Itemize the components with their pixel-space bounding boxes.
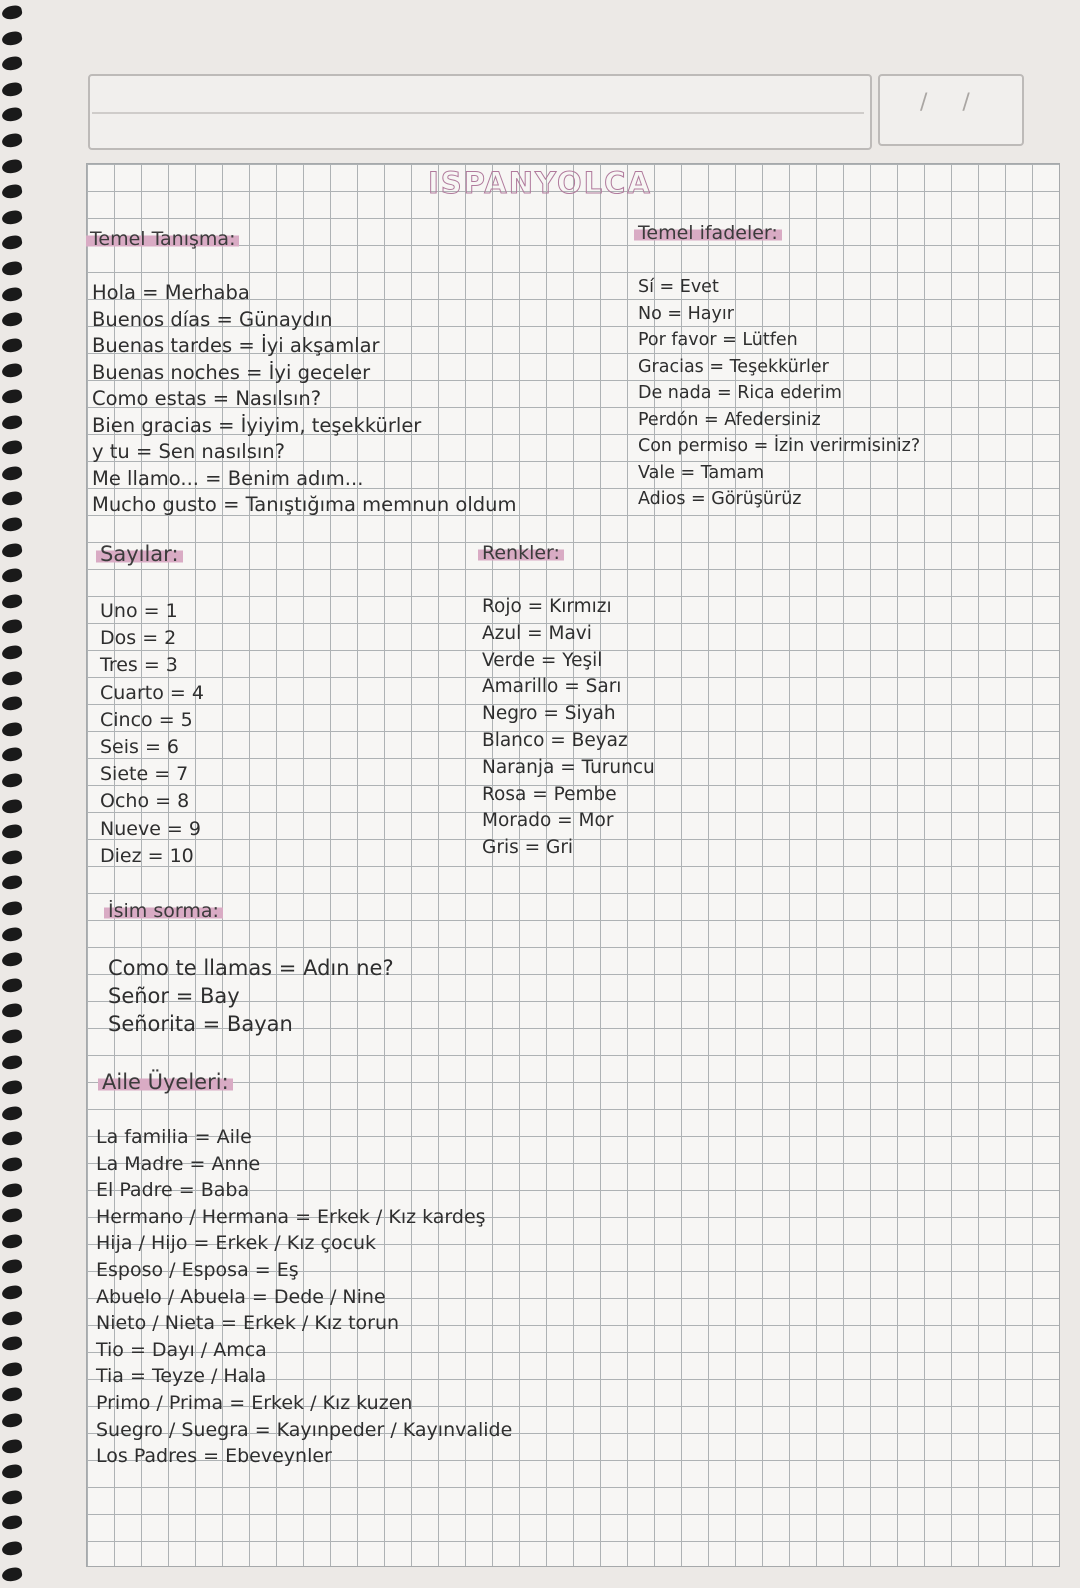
isim-line: Como te llamas = Adın ne? [108, 956, 394, 980]
aile-line: La familia = Aile [96, 1126, 252, 1148]
spiral-hole [1, 1207, 23, 1224]
sayilar-line: Seis = 6 [100, 736, 180, 759]
ifadeler-line: Vale = Tamam [638, 462, 765, 483]
heading-sayilar: Sayılar : [96, 542, 183, 566]
aile-line: Tia = Teyze / Hala [96, 1365, 267, 1388]
ifadeler-line: De nada = Rica ederim [638, 383, 842, 403]
spiral-hole [1, 1438, 23, 1455]
page-title: ISPANYOLCA [428, 166, 652, 200]
spiral-hole [1, 465, 23, 482]
renkler-line: Amarillo = Sarı [482, 676, 622, 698]
spiral-hole [1, 644, 23, 661]
sayilar-line: Uno = 1 [100, 600, 178, 622]
spiral-hole [1, 1386, 23, 1403]
isim-line: Señor = Bay [108, 984, 240, 1008]
spiral-hole [1, 1028, 23, 1045]
spiral-hole [1, 158, 23, 175]
spiral-hole [1, 567, 23, 584]
spiral-hole [1, 1002, 23, 1019]
list-tanisma [92, 280, 517, 519]
spiral-hole [1, 1361, 23, 1378]
spiral-hole [1, 772, 23, 789]
list-ifadeler [638, 274, 920, 513]
spiral-hole [1, 1540, 23, 1557]
spiral-hole [1, 311, 23, 328]
aile-line: Los Padres = Ebeveynler [96, 1445, 332, 1468]
spiral-hole [1, 388, 23, 405]
spiral-binding [0, 0, 30, 1588]
sayilar-line: Dos = 2 [100, 627, 177, 650]
sayilar-line: Ocho = 8 [100, 790, 190, 813]
aile-line: Primo / Prima = Erkek / Kız kuzen [96, 1391, 413, 1414]
spiral-hole [1, 849, 23, 866]
sayilar-line: Diez = 10 [100, 844, 194, 867]
spiral-hole [1, 798, 23, 815]
spiral-hole [1, 977, 23, 994]
spiral-hole [1, 593, 23, 610]
spiral-hole [1, 337, 23, 354]
spiral-hole [1, 81, 23, 98]
spiral-hole [1, 439, 23, 456]
list-renkler [482, 594, 655, 862]
aile-line: El Padre = Baba [96, 1179, 250, 1202]
spiral-hole [1, 1514, 23, 1531]
spiral-hole [1, 951, 23, 968]
ifadeler-line: Con permiso = İzin verirmisiniz? [638, 436, 921, 456]
aile-line: Nieto / Nieta = Erkek / Kız torun [96, 1312, 400, 1335]
renkler-line: Verde = Yeşil [482, 649, 603, 671]
spiral-hole [1, 234, 23, 251]
spiral-hole [1, 1054, 23, 1071]
tanisma-line: Buenas tardes = İyi akşamlar [92, 334, 380, 357]
renkler-line: Naranja = Turuncu [482, 756, 655, 778]
heading-renkler: Renkler : [478, 542, 564, 564]
list-sayilar [100, 598, 204, 870]
heading-isim: İsim sorma : [104, 900, 223, 922]
tanisma-line: Buenos días = Günaydın [92, 307, 333, 331]
spiral-hole [1, 1412, 23, 1429]
sayilar-line: Cinco = 5 [100, 708, 193, 731]
sayilar-line: Nueve = 9 [100, 817, 201, 840]
spiral-hole [1, 209, 23, 226]
sayilar-line: Siete = 7 [100, 763, 189, 786]
tanisma-line: Buenas noches = İyi geceler [92, 360, 371, 384]
ifadeler-line: Perdón = Afedersiniz [638, 409, 821, 430]
spiral-hole [1, 30, 23, 47]
ifadeler-line: Sí = Evet [638, 277, 719, 297]
renkler-line: Rosa = Pembe [482, 783, 617, 805]
heading-aile: Aile Üyeleri : [98, 1070, 233, 1094]
renkler-line: Morado = Mor [482, 810, 614, 832]
spiral-hole [1, 900, 23, 917]
tanisma-line: Bien gracias = İyiyim, teşekkürler [92, 413, 422, 437]
aile-line: Hermano / Hermana = Erkek / Kız kardeş [96, 1205, 486, 1228]
spiral-hole [1, 1566, 23, 1583]
list-isim [108, 954, 394, 1038]
spiral-hole [1, 106, 23, 123]
aile-line: Hija / Hijo = Erkek / Kız çocuk [96, 1232, 377, 1255]
spiral-hole [1, 1284, 23, 1301]
spiral-hole [1, 516, 23, 533]
spiral-hole [1, 132, 23, 149]
spiral-hole [1, 1463, 23, 1480]
spiral-hole [1, 721, 23, 738]
spiral-hole [1, 1156, 23, 1173]
spiral-hole [1, 1130, 23, 1147]
renkler-line: Gris = Gri [482, 837, 574, 859]
ifadeler-line: Por favor = Lütfen [638, 330, 798, 350]
date-mark: / / [920, 90, 984, 115]
renkler-line: Rojo = Kırmızı [482, 596, 612, 617]
sayilar-line: Tres = 3 [100, 654, 178, 677]
heading-ifadeler: Temel ifadeler : [634, 222, 782, 244]
spiral-hole [1, 1335, 23, 1352]
ifadeler-line: Adios = Görüşürüz [638, 489, 802, 509]
date-box [878, 74, 1024, 146]
spiral-hole [1, 1079, 23, 1096]
spiral-hole [1, 286, 23, 303]
spiral-hole [1, 1233, 23, 1250]
spiral-hole [1, 362, 23, 379]
spiral-hole [1, 4, 23, 21]
spiral-hole [1, 1489, 23, 1506]
spiral-hole [1, 542, 23, 559]
spiral-hole [1, 746, 23, 763]
list-aile [96, 1124, 512, 1470]
sayilar-line: Cuarto = 4 [100, 681, 204, 704]
isim-line: Señorita = Bayan [108, 1012, 293, 1036]
aile-line: Esposo / Esposa = Eş [96, 1258, 299, 1281]
spiral-hole [1, 874, 23, 891]
renkler-line: Negro = Siyah [482, 703, 616, 725]
tanisma-line: y tu = Sen nasılsın? [92, 440, 286, 463]
aile-line: Suegro / Suegra = Kayınpeder / Kayınvalide [96, 1418, 513, 1441]
heading-tanisma: Temel Tanışma : [86, 228, 239, 250]
ifadeler-line: No = Hayır [638, 303, 734, 324]
tanisma-line: Me llamo... = Benim adım... [92, 466, 364, 490]
spiral-hole [1, 1258, 23, 1275]
spiral-hole [1, 414, 23, 431]
spiral-hole [1, 926, 23, 943]
spiral-hole [1, 695, 23, 712]
spiral-hole [1, 823, 23, 840]
tanisma-line: Hola = Merhaba [92, 281, 250, 304]
spiral-hole [1, 55, 23, 72]
renkler-line: Azul = Mavi [482, 622, 592, 644]
tanisma-line: Como estas = Nasılsın? [92, 387, 322, 410]
ifadeler-line: Gracias = Teşekkürler [638, 356, 829, 377]
aile-line: Abuelo / Abuela = Dede / Nine [96, 1285, 386, 1308]
spiral-hole [1, 260, 23, 277]
header-rule [92, 112, 864, 114]
spiral-hole [1, 1310, 23, 1327]
aile-line: Tio = Dayı / Amca [96, 1338, 267, 1361]
spiral-hole [1, 183, 23, 200]
spiral-hole [1, 490, 23, 507]
renkler-line: Blanco = Beyaz [482, 729, 628, 751]
spiral-hole [1, 1182, 23, 1199]
spiral-hole [1, 618, 23, 635]
aile-line: La Madre = Anne [96, 1152, 261, 1175]
tanisma-line: Mucho gusto = Tanıştığıma memnun oldum [92, 493, 517, 516]
spiral-hole [1, 1105, 23, 1122]
spiral-hole [1, 670, 23, 687]
